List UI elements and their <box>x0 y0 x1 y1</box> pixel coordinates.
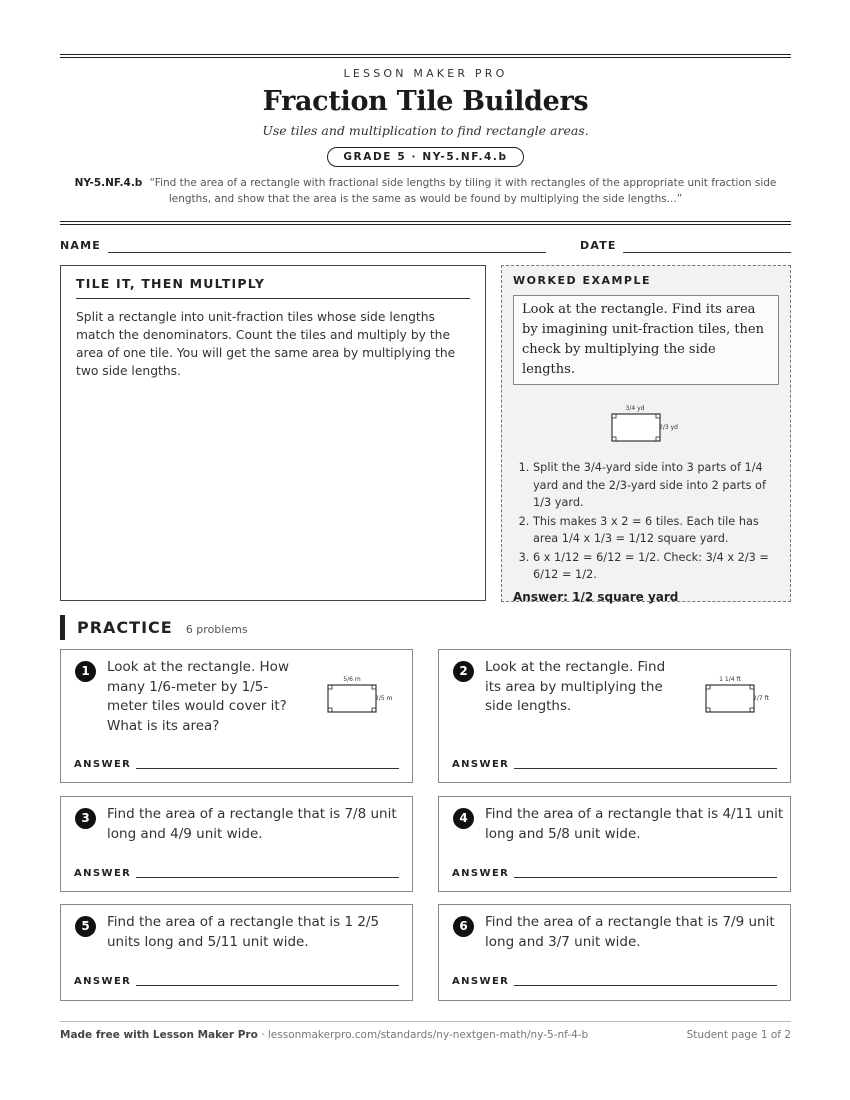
answer-field[interactable] <box>514 768 777 769</box>
answer-label: ANSWER <box>452 868 510 879</box>
answer-label: ANSWER <box>452 759 510 770</box>
footer-made-with: Made free with Lesson Maker Pro <box>60 1029 258 1041</box>
rectangle-diagram <box>513 385 781 459</box>
brand-name: LESSON MAKER PRO <box>343 67 508 80</box>
name-label: NAME <box>60 239 101 252</box>
worked-example-prompt: Look at the rectangle. Find its area by imagining unit-fraction tiles, then check by multiplying the side lengths. <box>513 295 779 385</box>
answer-label: ANSWER <box>452 976 510 987</box>
worksheet-page <box>60 54 791 987</box>
worked-example-box <box>501 265 791 602</box>
figure-top-label: 3/4 yd <box>625 405 645 412</box>
problem-number: 1 <box>75 661 96 682</box>
figure-side-label: 2/3 yd <box>659 424 678 431</box>
problem-text: Find the area of a rectangle that is 7/8 unit long and 4/9 unit wide. <box>107 806 397 842</box>
problem-card-6 <box>438 904 791 1001</box>
problem-number: 6 <box>453 916 474 937</box>
page-footer <box>60 1021 791 1041</box>
header-bottom-rule <box>60 221 791 225</box>
step-item: 1. Split the 3/4-yard side into 3 parts of 1/4 yard and the 2/3-yard side into 2 parts of 1/3 yard. <box>533 459 779 512</box>
answer-label: ANSWER <box>74 868 132 879</box>
worked-example-heading: WORKED EXAMPLE <box>513 274 651 287</box>
step-item: 2. This makes 3 x 2 = 6 tiles. Each tile has area 1/4 x 1/3 = 1/12 square yard. <box>533 513 779 548</box>
standard-code: NY-5.NF.4.b <box>74 177 143 189</box>
problem-card-1 <box>60 649 413 783</box>
problem-number: 2 <box>453 661 474 682</box>
answer-field[interactable] <box>136 877 399 878</box>
worksheet-title: Fraction Tile Builders <box>262 86 589 117</box>
worked-example-answer: Answer: 1/2 square yard <box>513 589 679 604</box>
worked-example-figure <box>513 385 779 459</box>
standard-text: “Find the area of a rectangle with fractional side lengths by tiling it with rectangles of the appropriate unit fraction side lengths, and show that the area is the same as would be found by multiplying the side lengths...” <box>149 177 777 205</box>
footer-url[interactable]: · lessonmakerpro.com/standards/ny-nextgen-math/ny-5-nf-4-b <box>257 1029 589 1041</box>
problem-text: Find the area of a rectangle that is 4/11 unit long and 5/8 unit wide. <box>485 806 784 842</box>
figure-side-label: 2/7 ft <box>753 695 769 702</box>
problem-1-diagram <box>319 672 397 718</box>
name-date-row <box>60 237 791 257</box>
answer-label: ANSWER <box>74 976 132 987</box>
name-field[interactable] <box>108 252 546 253</box>
problem-card-2 <box>438 649 791 783</box>
answer-field[interactable] <box>136 985 399 986</box>
problem-text: Find the area of a rectangle that is 1 2/5 units long and 5/11 unit wide. <box>107 914 380 950</box>
step-item: 3. 6 x 1/12 = 6/12 = 1/2. Check: 3/4 x 2/3 = 6/12 = 1/2. <box>533 549 779 584</box>
worksheet-subtitle: Use tiles and multiplication to find rectangle areas. <box>262 123 589 138</box>
answer-field[interactable] <box>514 877 777 878</box>
date-label: DATE <box>580 239 617 252</box>
figure-top-label: 1 1/4 ft <box>719 676 741 683</box>
problem-card-5 <box>60 904 413 1001</box>
problem-number: 4 <box>453 808 474 829</box>
standard-statement <box>72 175 780 207</box>
answer-field[interactable] <box>514 985 777 986</box>
figure-rectangle <box>706 685 754 712</box>
problem-card-3 <box>60 796 413 892</box>
figure-side-label: 2/5 m <box>375 695 393 702</box>
problem-text: Look at the rectangle. Find its area by multiplying the side lengths. <box>485 659 666 714</box>
problem-number: 5 <box>75 916 96 937</box>
problem-text: Find the area of a rectangle that is 7/9 unit long and 3/7 unit wide. <box>485 914 775 950</box>
figure-rectangle <box>612 414 660 441</box>
grade-badge: GRADE 5 · NY-5.NF.4.b <box>327 147 523 167</box>
practice-title: PRACTICE <box>77 618 173 637</box>
worked-example-steps <box>513 459 779 584</box>
problem-number: 3 <box>75 808 96 829</box>
header-top-rule <box>60 54 791 58</box>
problem-card-4 <box>438 796 791 892</box>
footer-page-number: Student page 1 of 2 <box>686 1029 791 1041</box>
practice-count: 6 problems <box>185 623 248 636</box>
intro-heading: TILE IT, THEN MULTIPLY <box>76 276 470 299</box>
date-field[interactable] <box>623 252 791 253</box>
intro-box <box>60 265 486 601</box>
problem-text: Look at the rectangle. How many 1/6-meter by 1/5-meter tiles would cover it? What is its area? <box>107 659 289 734</box>
intro-body: Split a rectangle into unit-fraction tiles whose side lengths match the denominators. Count the tiles and multiply by the area of one tile. You will get the same area by multiplying the two side lengths. <box>76 310 456 378</box>
answer-field[interactable] <box>136 768 399 769</box>
figure-top-label: 5/6 m <box>343 676 361 683</box>
problem-2-diagram <box>697 672 775 718</box>
practice-header <box>60 615 248 640</box>
answer-label: ANSWER <box>74 759 132 770</box>
figure-rectangle <box>328 685 376 712</box>
